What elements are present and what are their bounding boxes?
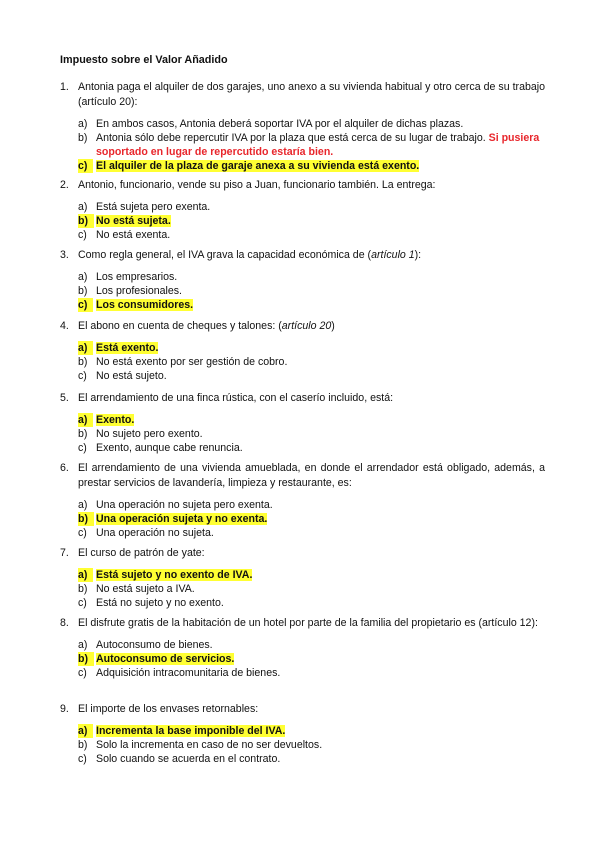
option-letter: b) [78, 652, 94, 666]
option-text: Los consumidores. [96, 299, 194, 311]
question-number: 7. [60, 547, 69, 559]
option-text: Una operación no sujeta. [96, 527, 214, 539]
option-text: Los empresarios. [96, 271, 178, 283]
option-letter: a) [78, 499, 88, 511]
question-text: El arrendamiento de una finca rústica, con el caserío incluido, está: [78, 392, 394, 404]
option-list [78, 200, 545, 242]
question-number: 3. [60, 249, 69, 261]
option [78, 498, 545, 512]
option-text: Una operación no sujeta pero exenta. [96, 499, 273, 511]
option-correct [78, 298, 545, 312]
question-item [60, 178, 545, 242]
option-correct [78, 159, 545, 173]
option-letter: c) [78, 753, 87, 765]
option [78, 200, 545, 214]
option-letter: c) [78, 159, 93, 173]
option-text: En ambos casos, Antonia deberá soportar IVA por el alquiler de dichas plazas. [96, 118, 464, 130]
question-number: 4. [60, 320, 69, 332]
option [78, 131, 545, 159]
question-text-part: Como regla general, el IVA grava la capacidad económica de ( [78, 249, 372, 261]
question-text [78, 319, 545, 334]
option [78, 427, 545, 441]
option-text: Solo la incrementa en caso de no ser devueltos. [96, 739, 323, 751]
option [78, 284, 545, 298]
question-item [60, 391, 545, 455]
option [78, 228, 545, 242]
option-letter: b) [78, 214, 94, 228]
option-letter: b) [78, 285, 88, 297]
question-text: Antonio, funcionario, vende su piso a Juan, funcionario también. La entrega: [78, 179, 436, 191]
question-text: El arrendamiento de una vivienda amueblada, en donde el arrendador está obligado, además, a prestar servicios de lavandería, limpieza y restaurante, es: [78, 462, 545, 489]
option-correct [78, 341, 545, 355]
option-letter: c) [78, 597, 87, 609]
question-item [60, 546, 545, 610]
option [78, 355, 545, 369]
option-list [78, 568, 545, 610]
option-correct [78, 724, 545, 738]
question-item [60, 248, 545, 312]
option-letter: b) [78, 583, 88, 595]
option [78, 752, 545, 766]
question-text-part: ) [331, 320, 335, 332]
option-text: No está sujeto a IVA. [96, 583, 195, 595]
option-letter: b) [78, 739, 88, 751]
option [78, 441, 545, 455]
question-item [60, 702, 545, 766]
option-letter: b) [78, 356, 88, 368]
option-letter: a) [78, 568, 93, 582]
option-list [78, 117, 545, 173]
option-text: Incrementa la base imponible del IVA. [96, 725, 286, 737]
option-list [78, 638, 545, 680]
question-item [60, 319, 545, 383]
option-letter: b) [78, 428, 88, 440]
option [78, 638, 545, 652]
option-text: Exento, aunque cabe renuncia. [96, 442, 243, 454]
option-letter: b) [78, 512, 94, 526]
option-text: Está exento. [96, 342, 159, 354]
option-correct [78, 568, 545, 582]
option-text: No está sujeto. [96, 370, 167, 382]
option-letter: b) [78, 132, 88, 144]
option-letter: a) [78, 271, 88, 283]
option-letter: c) [78, 442, 87, 454]
question-number: 2. [60, 179, 69, 191]
question-number: 9. [60, 703, 69, 715]
document-title: Impuesto sobre el Valor Añadido [60, 54, 228, 66]
question-number: 6. [60, 462, 69, 474]
option-text: No sujeto pero exento. [96, 428, 203, 440]
question-text-part: ): [414, 249, 422, 261]
option [78, 117, 545, 131]
question-item [60, 80, 545, 173]
option-list [78, 413, 545, 455]
option-text: No está sujeta. [96, 215, 171, 227]
option [78, 526, 545, 540]
option-letter: c) [78, 370, 87, 382]
option [78, 582, 545, 596]
question-item [60, 461, 545, 540]
option-text: Autoconsumo de bienes. [96, 639, 213, 651]
option-letter: c) [78, 229, 87, 241]
question-text [78, 248, 545, 263]
option-text: Exento. [96, 414, 135, 426]
option-letter: a) [78, 341, 93, 355]
question-text: Antonia paga el alquiler de dos garajes, uno anexo a su vivienda habitual y otro cerca de su trabajo (artículo 20): [78, 81, 545, 108]
option-letter: a) [78, 639, 88, 651]
option-text: Adquisición intracomunitaria de bienes. [96, 667, 281, 679]
option-text: Solo cuando se acuerda en el contrato. [96, 753, 281, 765]
option-list [78, 498, 545, 540]
option-text: Está no sujeto y no exento. [96, 597, 224, 609]
option-list [78, 341, 545, 383]
question-text: El curso de patrón de yate: [78, 547, 205, 559]
option-text: Está sujeto y no exento de IVA. [96, 569, 253, 581]
option-list [78, 724, 545, 766]
option-correct [78, 512, 545, 526]
question-text: El importe de los envases retornables: [78, 703, 259, 715]
question-text-article: artículo 20 [281, 320, 332, 332]
option-text: Está sujeta pero exenta. [96, 201, 211, 213]
option-letter: c) [78, 298, 93, 312]
option-text: Los profesionales. [96, 285, 182, 297]
option-correct [78, 652, 545, 666]
option-correct [78, 214, 545, 228]
question-number: 8. [60, 617, 69, 629]
option-text: Autoconsumo de servicios. [96, 653, 235, 665]
option-letter: a) [78, 201, 88, 213]
option-letter: a) [78, 413, 93, 427]
option [78, 666, 545, 680]
question-item [60, 616, 545, 680]
option-list [78, 270, 545, 312]
option-letter: a) [78, 118, 88, 130]
option-correct [78, 413, 545, 427]
option [78, 596, 545, 610]
option-text: Antonia sólo debe repercutir IVA por la plaza que está cerca de su lugar de trabajo. [96, 132, 486, 144]
option-letter: a) [78, 724, 93, 738]
question-text: El disfrute gratis de la habitación de un hotel por parte de la familia del propietario es (artículo 12): [78, 617, 538, 629]
option-letter: c) [78, 667, 87, 679]
question-number: 1. [60, 81, 69, 93]
option [78, 738, 545, 752]
option-text: No está exento por ser gestión de cobro. [96, 356, 288, 368]
option-text: El alquiler de la plaza de garaje anexa a su vivienda está exento. [96, 160, 420, 172]
question-number: 5. [60, 392, 69, 404]
question-text-part: El abono en cuenta de cheques y talones: ( [78, 320, 282, 332]
question-text-article: artículo 1 [371, 249, 415, 261]
option [78, 270, 545, 284]
option-text: No está exenta. [96, 229, 171, 241]
option-text: Una operación sujeta y no exenta. [96, 513, 268, 525]
option-letter: c) [78, 527, 87, 539]
option [78, 369, 545, 383]
option-note: Si pusiera soportado en lugar de repercutido estaría bien. [96, 132, 540, 158]
